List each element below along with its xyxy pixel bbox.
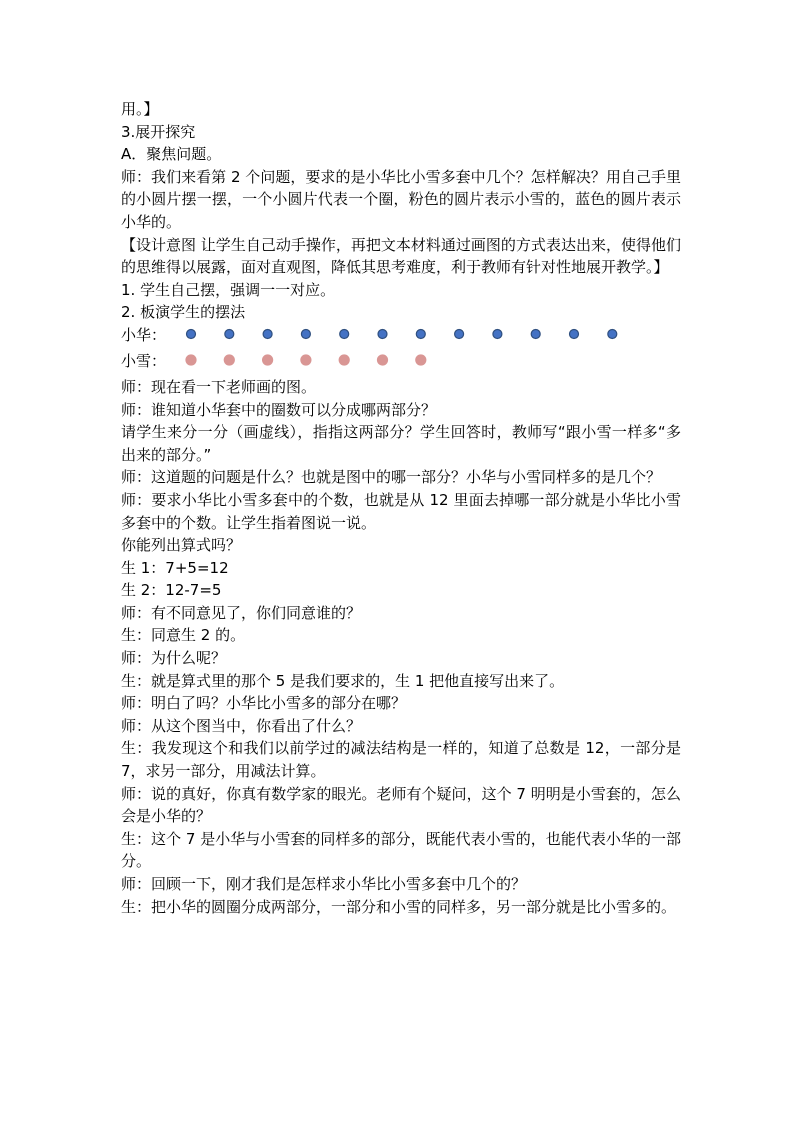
subsection-heading: A．聚焦问题。 [121,145,222,164]
paragraph: 生：就是算式里的那个 5 是我们要求的，生 1 把他直接写出来了。 [121,671,565,690]
xiaohua-label: 小华： [121,325,167,344]
paragraph: 师：现在看一下老师画的图。 [121,377,317,396]
document-body [121,98,681,918]
paragraph: 师：我们来看第 2 个问题，要求的是小华比小雪多套中几个？怎样解决？用自己手里的小圆片摆一摆，一个小圆片代表一个圈，粉色的圆片表示小雪的，蓝色的圆片表示小华的。 [121,167,681,231]
xiaohua-dot [608,329,617,338]
xiaoxue-dots [121,350,681,376]
paragraph: 师：有不同意见了，你们同意谁的？ [121,603,362,622]
xiaohua-dot [493,329,502,338]
paragraph: 师：为什么呢？ [121,649,227,668]
paragraph: 师：这道题的问题是什么？也就是图中的哪一部分？小华与小雪同样多的是几个？ [121,468,662,487]
xiaohua-dot [455,329,464,338]
xiaohua-dot [225,329,234,338]
xiaoxue-label: 小雪： [121,351,167,370]
paragraph: 用。】 [121,100,159,118]
xiaoxue-dot [263,355,273,365]
xiaoxue-dot [224,355,234,365]
xiaohua-dot [340,329,349,338]
xiaoxue-dot [301,355,311,365]
paragraph: 生：我发现这个和我们以前学过的减法结构是一样的，知道了总数是 12，一部分是 7，求另一部分，用减法计算。 [121,739,681,781]
xiaoxue-dot [378,355,388,365]
xiaoxue-dot [339,355,349,365]
paragraph: 师：明白了吗？小华比小雪多的部分在哪？ [121,694,407,713]
paragraph: 2. 板演学生的摆法 [121,303,246,322]
xiaoxue-dot-row [121,350,681,376]
xiaohua-dot [187,329,196,338]
paragraph: 生：同意生 2 的。 [121,626,246,645]
xiaohua-dot-row [121,324,681,350]
paragraph: 师：回顾一下，刚才我们是怎样求小华比小雪多套中几个的？ [121,875,527,893]
xiaohua-dot [263,329,272,338]
paragraph: 师：说的真好，你真有数学家的眼光。老师有个疑问，这个 7 明明是小雪套的，怎么会是小华的？ [121,784,681,826]
equation-line: 生 2：12-7=5 [121,581,222,600]
xiaoxue-dot [416,355,426,365]
paragraph: 1. 学生自己摆，强调一一对应。 [121,280,336,299]
paragraph: 师：谁知道小华套中的圈数可以分成哪两部分？ [121,400,437,419]
section-heading: 3.展开探究 [121,122,196,141]
xiaohua-dot [570,329,579,338]
paragraph: 你能列出算式吗？ [121,536,242,555]
design-intent-note: 【设计意图 让学生自己动手操作，再把文本材料通过画图的方式表达出来，使得他们的思维得以展露，面对直观图，降低其思考难度，利于教师有针对性地展开教学。】 [121,235,681,277]
paragraph: 生：把小华的圆圈分成两部分，一部分和小雪的同样多，另一部分就是比小雪多的。 [121,897,677,916]
equation-line: 生 1：7+5=12 [121,558,229,577]
paragraph: 师：从这个图当中，你看出了什么？ [121,716,362,735]
xiaohua-dots [121,324,681,350]
xiaohua-dot [301,329,310,338]
paragraph: 请学生来分一分（画虚线），指指这两部分？学生回答时，教师写“跟小雪一样多“多出来的部分。” [121,423,681,464]
paragraph: 生：这个 7 是小华与小雪套的同样多的部分，既能代表小雪的，也能代表小华的一部分。 [121,829,681,871]
xiaohua-dot [416,329,425,338]
paragraph: 师：要求小华比小雪多套中的个数，也就是从 12 里面去掉哪一部分就是小华比小雪多套中的个数。让学生指着图说一说。 [121,490,681,532]
xiaohua-dot [378,329,387,338]
xiaoxue-dot [186,355,196,365]
xiaohua-dot [531,329,540,338]
